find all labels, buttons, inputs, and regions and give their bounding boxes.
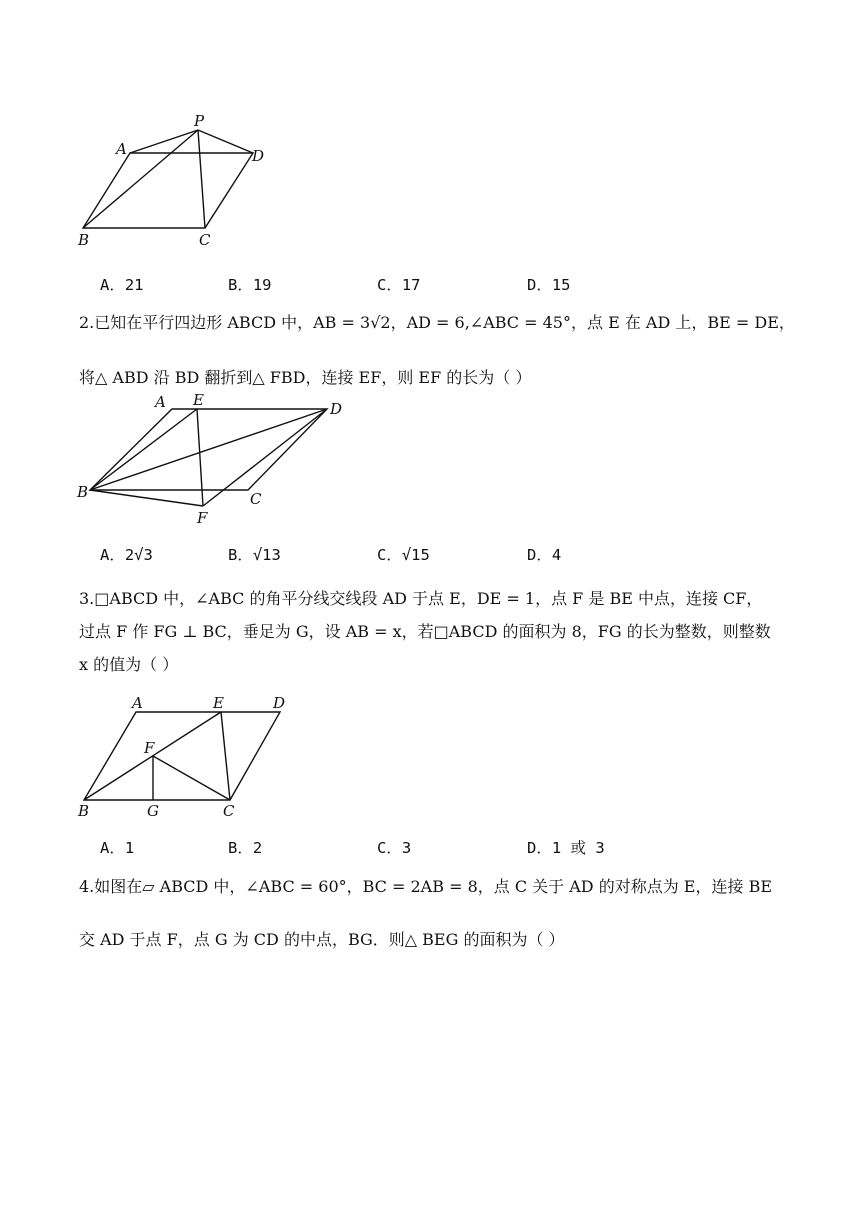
label-C: C xyxy=(250,490,262,508)
label-A: A xyxy=(155,393,166,411)
q4-line-1: 4.如图在▱ ABCD 中，∠ABC = 60°，BC = 2AB = 8，点 C 关于 AD 的对称点为 E，连接 BE xyxy=(79,877,773,896)
label-C: C xyxy=(223,802,235,820)
q3-line-2: 过点 F 作 FG ⊥ BC，垂足为 G，设 AB = x，若□ABCD 的面积为 8，FG 的长为整数，则整数 xyxy=(79,622,771,641)
q2-option-d: D．4 xyxy=(527,546,562,564)
q3-option-c: C．3 xyxy=(377,839,412,857)
q3-option-d: D．1 或 3 xyxy=(527,839,605,857)
label-F: F xyxy=(197,509,208,527)
label-E: E xyxy=(213,694,224,712)
label-F: F xyxy=(144,739,155,757)
label-D: D xyxy=(273,694,286,712)
q1-option-b: B．19 xyxy=(228,276,272,294)
label-C: C xyxy=(199,231,211,249)
q3-line-3: x 的值为（ ） xyxy=(79,655,179,674)
label-D: D xyxy=(330,400,343,418)
label-G: G xyxy=(147,802,159,820)
label-B: B xyxy=(78,802,90,820)
q3-option-a: A．1 xyxy=(100,839,135,857)
q1-option-a: A．21 xyxy=(100,276,144,294)
q1-option-d: D．15 xyxy=(527,276,571,294)
label-A: A xyxy=(132,694,143,712)
figure-2 xyxy=(70,390,360,530)
label-B: B xyxy=(77,483,89,501)
q3-line-1: 3.□ABCD 中，∠ABC 的角平分线交线段 AD 于点 E，DE = 1，点 F 是 BE 中点，连接 CF， xyxy=(79,589,763,608)
q4-line-2: 交 AD 于点 F，点 G 为 CD 的中点，BG．则△ BEG 的面积为（ ） xyxy=(79,930,565,949)
question-2-text xyxy=(79,306,819,394)
q3-option-b: B．2 xyxy=(228,839,263,857)
label-A: A xyxy=(116,140,127,158)
q2-line-2: 将△ ABD 沿 BD 翻折到△ FBD，连接 EF，则 EF 的长为（ ） xyxy=(79,368,532,387)
figure-1 xyxy=(70,108,280,253)
q2-option-a: A．2√3 xyxy=(100,546,153,564)
question-3-text xyxy=(79,582,819,681)
q2-line-1: 2.已知在平行四边形 ABCD 中，AB = 3√2，AD = 6,∠ABC = 45°，点 E 在 AD 上，BE = DE， xyxy=(79,313,795,332)
label-D: D xyxy=(252,147,265,165)
label-P: P xyxy=(194,112,205,130)
q1-option-c: C．17 xyxy=(377,276,421,294)
q2-option-b: B．√13 xyxy=(228,546,281,564)
label-B: B xyxy=(78,231,90,249)
label-E: E xyxy=(193,391,204,409)
figure-3 xyxy=(70,690,300,825)
question-4-text xyxy=(79,870,819,956)
q2-option-c: C．√15 xyxy=(377,546,430,564)
